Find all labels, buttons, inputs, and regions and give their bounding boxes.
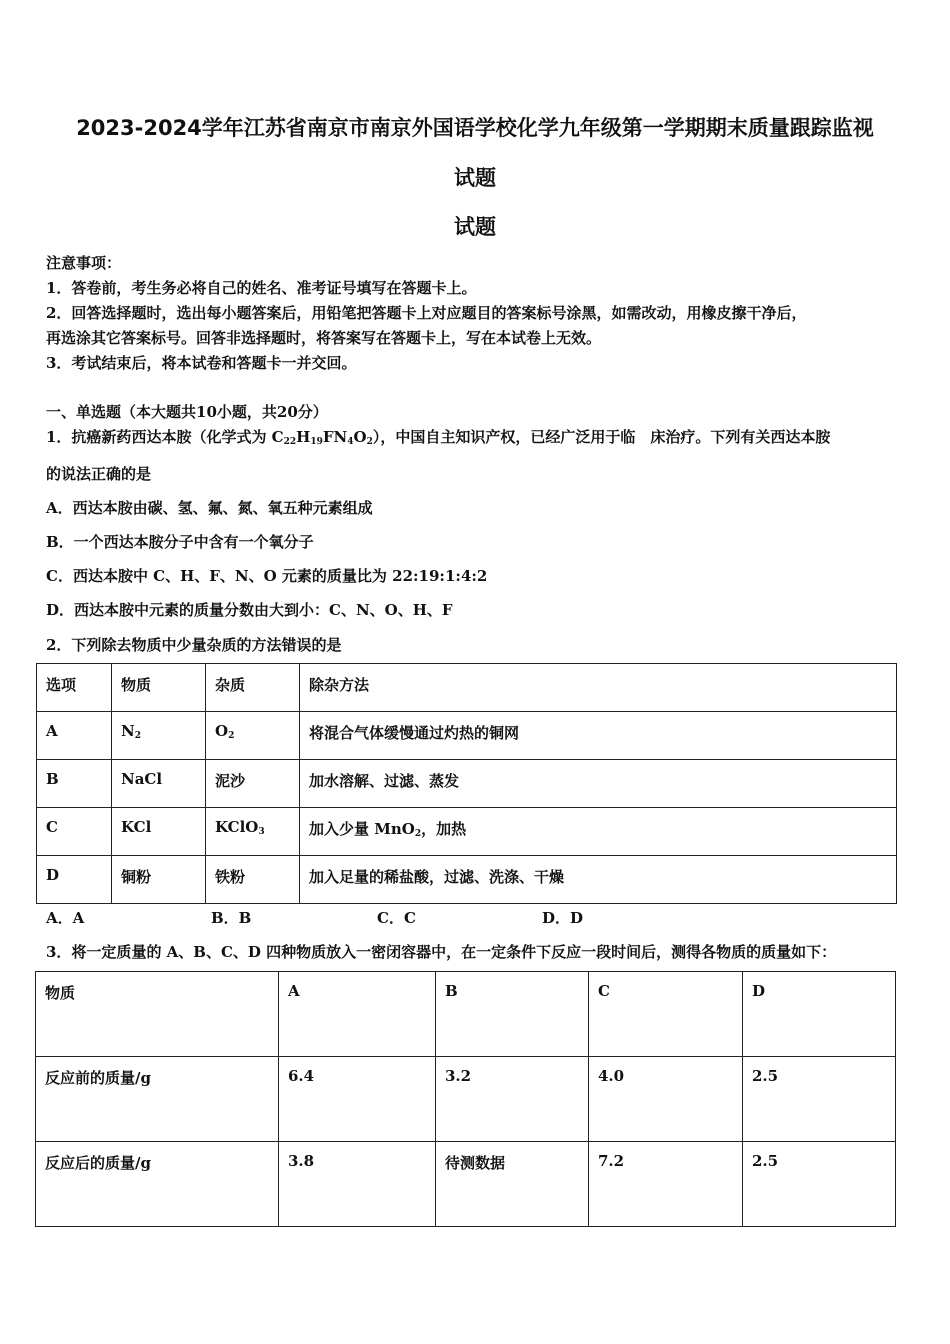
header-cell: A <box>288 982 300 1000</box>
question-2-answer-a: A．A <box>46 909 85 927</box>
value-cell: 3.2 <box>445 1067 472 1085</box>
question-2-stem: 2．下列除去物质中少量杂质的方法错误的是 <box>46 636 342 654</box>
table-row <box>36 1057 896 1142</box>
value-cell: 待测数据 <box>445 1154 506 1172</box>
notice-item-2-cont: 再选涂其它答案标号。回答非选择题时，将答案写在答题卡上，写在本试卷上无效。 <box>46 329 602 347</box>
header-cell: B <box>445 982 458 1000</box>
notice-item-2: 2．回答选择题时，选出每小题答案后，用铅笔把答题卡上对应题目的答案标号涂黑，如需改动，用橡皮擦干净后， <box>46 304 807 322</box>
table-row <box>36 1142 896 1227</box>
impurity-cell: $O_2$ <box>215 722 235 741</box>
header-cell: 物质 <box>121 676 152 694</box>
notice-heading: 注意事项： <box>46 254 122 272</box>
document-title: 2023-2024学年江苏省南京市南京外国语学校化学九年级第一学期期末质量跟踪监视 <box>76 116 874 140</box>
document-title-line2: 试题 <box>454 166 496 190</box>
header-cell: D <box>752 982 766 1000</box>
option-cell: C <box>46 818 58 836</box>
header-cell: 选项 <box>46 676 77 694</box>
impurity-cell: KClO$_3$ <box>215 818 265 837</box>
value-cell: 2.5 <box>752 1152 779 1170</box>
table-header-row <box>36 972 896 1057</box>
question-1-option-d: D．西达本胺中元素的质量分数由大到小：C、N、O、H、F <box>46 601 453 619</box>
question-1-option-b: B．一个西达本胺分子中含有一个氧分子 <box>46 533 314 551</box>
method-cell: 加入少量 MnO$_2$，加热 <box>309 820 467 839</box>
value-cell: 7.2 <box>598 1152 625 1170</box>
question-3-stem: 3．将一定质量的 A、B、C、D 四种物质放入一密闭容器中，在一定条件下反应一段时间后，测得各物质的质量如下： <box>46 943 837 961</box>
table-row <box>37 808 897 856</box>
question-3-table <box>35 971 896 1227</box>
table-row <box>37 856 897 904</box>
question-1-option-a: A．西达本胺由碳、氢、氟、氮、氧五种元素组成 <box>46 499 373 517</box>
value-cell: 6.4 <box>288 1067 315 1085</box>
substance-cell: KCl <box>121 818 152 836</box>
method-cell: 加入足量的稀盐酸，过滤、洗涤、干燥 <box>309 868 565 886</box>
notice-item-3: 3．考试结束后，将本试卷和答题卡一并交回。 <box>46 354 357 372</box>
row-label-cell: 反应前的质量/g <box>45 1069 151 1087</box>
table-row <box>37 712 897 760</box>
table-header-row <box>37 664 897 712</box>
impurity-cell: 泥沙 <box>215 772 246 790</box>
question-1-stem-cont: 的说法正确的是 <box>46 465 152 483</box>
substance-cell: NaCl <box>121 770 163 788</box>
question-2-table <box>36 663 897 904</box>
question-1-option-c: C．西达本胺中 C、H、F、N、O 元素的质量比为 22:19:1:4:2 <box>46 567 488 585</box>
header-cell: 物质 <box>45 984 76 1002</box>
option-cell: B <box>46 770 59 788</box>
question-2-answer-d: D．D <box>542 909 584 927</box>
value-cell: 3.8 <box>288 1152 315 1170</box>
substance-cell: $N_2$ <box>121 722 141 741</box>
method-cell: 将混合气体缓慢通过灼热的铜网 <box>309 724 520 742</box>
header-cell: 杂质 <box>215 676 246 694</box>
row-label-cell: 反应后的质量/g <box>45 1154 151 1172</box>
header-cell: 除杂方法 <box>309 676 370 694</box>
option-cell: A <box>46 722 58 740</box>
substance-cell: 铜粉 <box>121 868 152 886</box>
question-1-stem: 1．抗癌新药西达本胺（化学式为 $C_{22}H_{19}FN_4O_2$），中国自主知识产权，已经广泛用于临 床治疗。下列有关西达本胺 <box>46 428 831 447</box>
table-row <box>37 760 897 808</box>
document-subtitle: 试题 <box>454 215 496 239</box>
section-heading: 一、单选题（本大题共10小题，共20分） <box>46 403 328 421</box>
value-cell: 2.5 <box>752 1067 779 1085</box>
option-cell: D <box>46 866 60 884</box>
question-2-answer-b: B．B <box>211 909 252 927</box>
notice-item-1: 1．答卷前，考生务必将自己的姓名、准考证号填写在答题卡上。 <box>46 279 477 297</box>
impurity-cell: 铁粉 <box>215 868 246 886</box>
value-cell: 4.0 <box>598 1067 625 1085</box>
header-cell: C <box>598 982 610 1000</box>
question-2-answer-c: C．C <box>377 909 416 927</box>
method-cell: 加水溶解、过滤、蒸发 <box>309 772 460 790</box>
